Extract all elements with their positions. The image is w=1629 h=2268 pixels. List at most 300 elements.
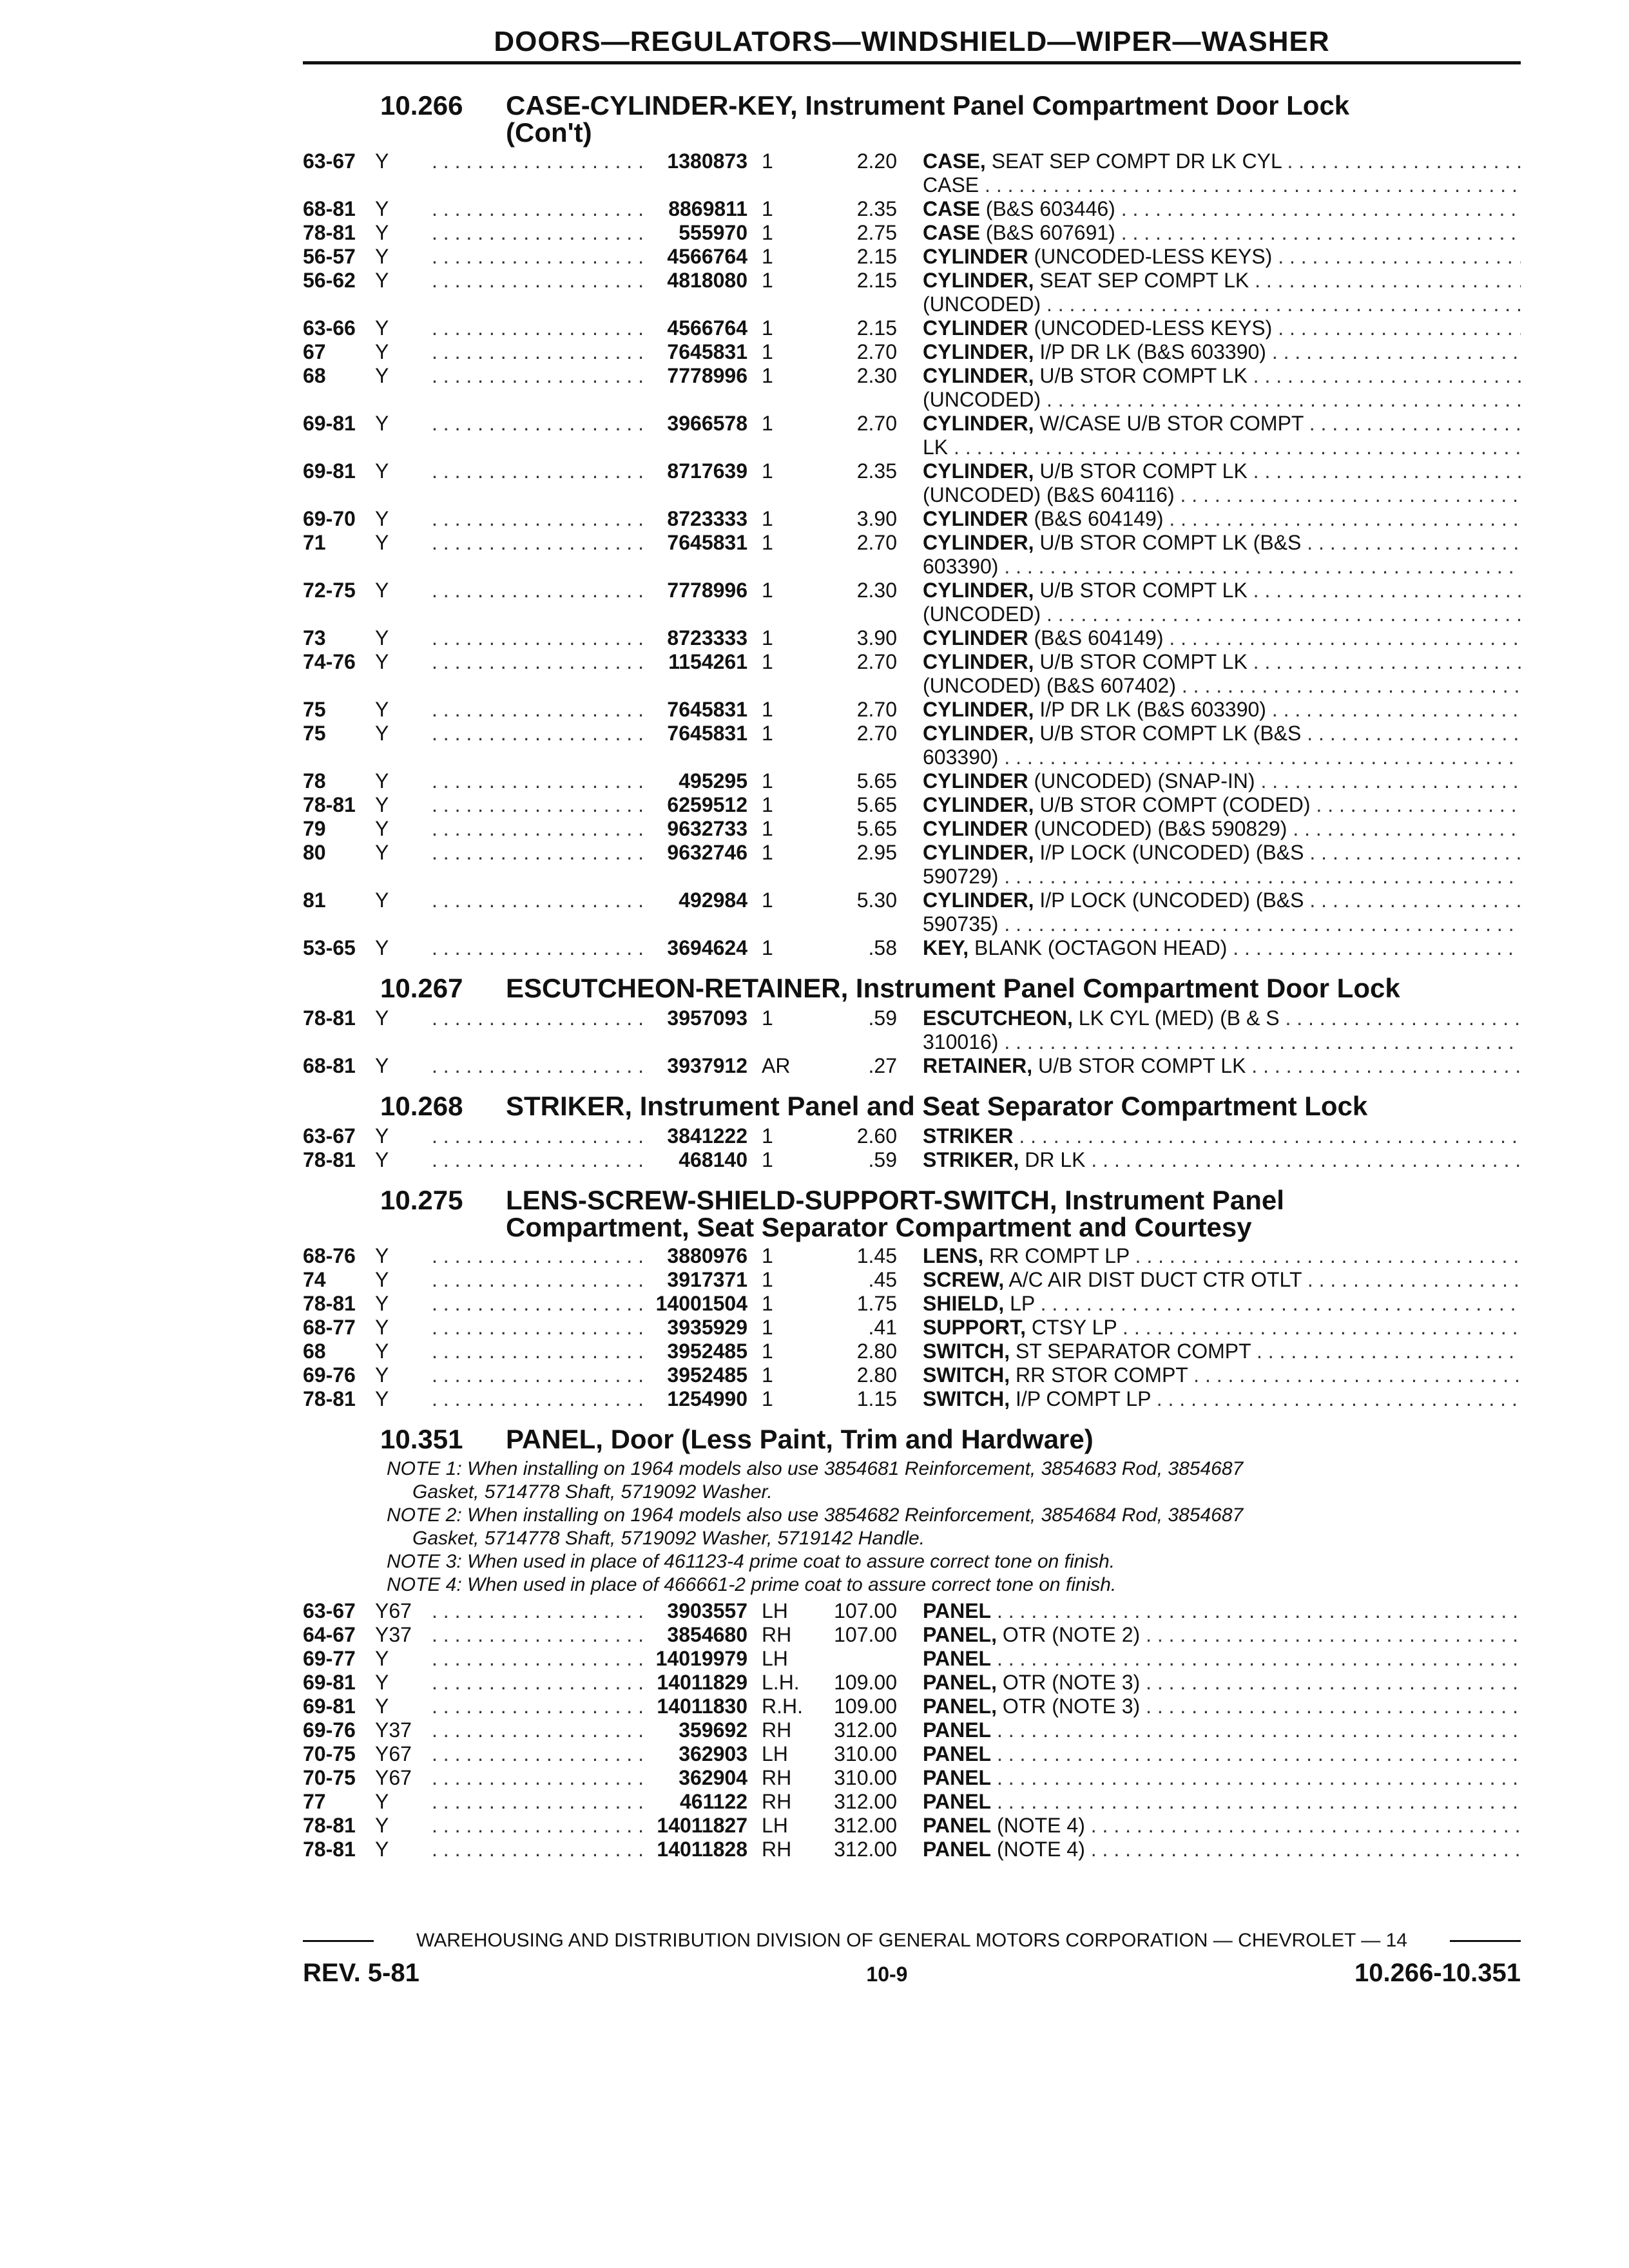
dot-leader: [432, 1316, 651, 1340]
list-price: 312.00: [834, 1814, 897, 1837]
footer-bottom: [303, 1959, 1521, 1988]
model-years: 68-77: [303, 1316, 356, 1339]
description-keyword: CYLINDER,: [923, 531, 1034, 554]
model-years: 78-81: [303, 221, 356, 244]
section-title: [506, 1186, 1521, 1215]
description-text: OTR (NOTE 3): [1002, 1695, 1141, 1718]
table-row: [303, 1054, 1521, 1078]
quantity: 1: [762, 245, 773, 268]
part-description: [897, 340, 1521, 364]
description-line: [923, 221, 1521, 245]
description-text: U/B STOR COMPT LK: [1039, 459, 1248, 483]
description-line: [923, 340, 1521, 364]
description-line: [923, 1054, 1521, 1078]
description-line: [923, 269, 1521, 293]
description-text: U/B STOR COMPT LK (B&S: [1039, 531, 1302, 554]
part-number: 3952485: [667, 1363, 747, 1387]
part-number: 14011829: [657, 1671, 747, 1694]
description-line: [923, 459, 1521, 483]
list-price: .59: [868, 1148, 897, 1171]
description-line: [923, 722, 1521, 745]
body-style: Y: [375, 889, 389, 912]
dot-leader: [432, 936, 651, 960]
body-style: Y: [375, 626, 389, 649]
part-number: 359692: [679, 1718, 747, 1742]
section-title-line: [303, 1425, 1521, 1454]
part-number: 495295: [679, 769, 747, 793]
quantity: LH: [762, 1647, 788, 1670]
table-row: [303, 1647, 1521, 1671]
description-keyword: PANEL,: [923, 1671, 997, 1694]
table-row: [303, 340, 1521, 364]
part-number: 555970: [679, 221, 747, 244]
body-style: Y: [375, 722, 389, 745]
description-keyword: PANEL: [923, 1599, 992, 1622]
description-text: I/P DR LK (B&S 603390): [1039, 340, 1266, 363]
part-description: [897, 793, 1521, 817]
model-years: 75: [303, 722, 326, 745]
description-line: [923, 626, 1521, 650]
model-years: 53-65: [303, 936, 356, 959]
table-row: [303, 722, 1521, 769]
body-style: Y67: [375, 1599, 412, 1622]
table-row: [303, 1790, 1521, 1814]
description-keyword: PANEL: [923, 1766, 992, 1789]
part-description: [897, 1814, 1521, 1838]
list-price: 310.00: [834, 1766, 897, 1789]
dot-leader: [432, 245, 651, 269]
dot-leader: [432, 1054, 651, 1078]
list-price: 5.65: [856, 817, 897, 840]
section-title: [506, 1092, 1521, 1120]
quantity: 1: [762, 650, 773, 673]
quantity: 1: [762, 1148, 773, 1171]
part-description: [897, 889, 1521, 936]
section-heading: [303, 1186, 1521, 1240]
part-description: [897, 1268, 1521, 1292]
list-price: 2.30: [856, 579, 897, 602]
model-years: 63-67: [303, 1599, 356, 1622]
table-row: [303, 1718, 1521, 1742]
part-description: [897, 1766, 1521, 1790]
part-description: [897, 1006, 1521, 1054]
description-line: [923, 1695, 1521, 1718]
description-keyword: CYLINDER,: [923, 459, 1034, 483]
description-line: [923, 1316, 1521, 1340]
description-keyword: CYLINDER,: [923, 650, 1034, 673]
description-keyword: CYLINDER,: [923, 889, 1034, 912]
description-keyword: CYLINDER,: [923, 793, 1034, 816]
body-style: Y: [375, 364, 389, 387]
note-line-continued: Gasket, 5714778 Shaft, 5719092 Washer, 5719142 Handle.: [412, 1528, 925, 1549]
part-description: [897, 817, 1521, 841]
page-header-title: DOORS—REGULATORS—WINDSHIELD—WIPER—WASHER: [494, 26, 1330, 57]
list-price: 2.15: [856, 245, 897, 268]
description-text: DR LK: [1025, 1148, 1086, 1171]
part-description: [897, 1340, 1521, 1363]
table-row: [303, 841, 1521, 889]
list-price: 2.60: [856, 1124, 897, 1148]
part-description: [897, 626, 1521, 650]
quantity: AR: [762, 1054, 791, 1077]
quantity: 1: [762, 889, 773, 912]
description-keyword: CYLINDER,: [923, 841, 1034, 864]
list-price: 107.00: [834, 1599, 897, 1622]
description-keyword: PANEL: [923, 1814, 992, 1837]
list-price: 2.20: [856, 149, 897, 173]
quantity: 1: [762, 531, 773, 554]
description-line: [923, 1292, 1521, 1316]
description-line: [923, 1244, 1521, 1268]
model-years: 78-81: [303, 1838, 356, 1861]
model-years: 75: [303, 698, 326, 721]
description-keyword: STRIKER: [923, 1124, 1014, 1148]
description-continued: 310016) . . .: [923, 1030, 1521, 1054]
table-row: [303, 1340, 1521, 1363]
quantity: 1: [762, 1244, 773, 1267]
model-years: 77: [303, 1790, 326, 1813]
part-description: [897, 1054, 1521, 1078]
part-number: 9632733: [667, 817, 747, 840]
list-price: 2.80: [856, 1363, 897, 1387]
quantity: 1: [762, 793, 773, 816]
quantity: 1: [762, 269, 773, 292]
description-continued: 590729) . . .: [923, 865, 1521, 889]
table-row: [303, 459, 1521, 507]
description-keyword: PANEL,: [923, 1695, 997, 1718]
dot-leader: [432, 1340, 651, 1363]
description-text: (UNCODED-LESS KEYS): [1034, 316, 1273, 340]
description-keyword: CASE: [923, 221, 980, 244]
part-number: 3957093: [667, 1006, 747, 1030]
body-style: Y67: [375, 1742, 412, 1765]
dot-leader: [432, 1268, 651, 1292]
description-line: [923, 1742, 1521, 1766]
section-heading: [303, 974, 1521, 1003]
list-price: 5.65: [856, 793, 897, 816]
description-text: (B&S 607691): [985, 221, 1115, 244]
model-years: 79: [303, 817, 326, 840]
list-price: 310.00: [834, 1742, 897, 1765]
description-keyword: PANEL: [923, 1718, 992, 1742]
description-line: [923, 889, 1521, 912]
section-number: 10.351: [380, 1424, 463, 1454]
dot-leader: [432, 817, 651, 841]
dot-leader: [432, 889, 651, 936]
table-row: [303, 1599, 1521, 1623]
description-continued: 603390) . . .: [923, 745, 1521, 769]
section-title-line: [303, 974, 1521, 1003]
quantity: 1: [762, 936, 773, 959]
part-description: [897, 245, 1521, 269]
part-description: [897, 1363, 1521, 1387]
list-price: [813, 1647, 897, 1671]
table-row: [303, 507, 1521, 531]
description-text: RR COMPT LP: [989, 1244, 1130, 1267]
dot-leader: [432, 1790, 651, 1814]
description-text: (UNCODED-LESS KEYS): [1034, 245, 1273, 268]
body-style: Y: [375, 1006, 389, 1030]
list-price: 2.35: [856, 459, 897, 483]
body-style: Y: [375, 149, 389, 173]
description-keyword: CYLINDER: [923, 769, 1028, 793]
part-number: 3966578: [667, 412, 747, 435]
description-line: [923, 316, 1521, 340]
section-title: [506, 974, 1521, 1003]
model-years: 69-81: [303, 1695, 356, 1718]
table-row: [303, 1766, 1521, 1790]
description-continued: LK . . .: [923, 436, 1521, 459]
revision-label: REV. 5-81: [303, 1959, 419, 1987]
description-keyword: SUPPORT,: [923, 1316, 1027, 1339]
body-style: Y: [375, 1814, 389, 1837]
list-price: 2.70: [856, 722, 897, 745]
part-description: [897, 722, 1521, 769]
dot-leader: [432, 650, 651, 698]
section-title-continued: Compartment, Seat Separator Compartment and Courtesy: [506, 1212, 1252, 1242]
model-years: 78-81: [303, 1006, 356, 1030]
part-number: 3917371: [667, 1268, 747, 1291]
part-number: 3841222: [667, 1124, 747, 1148]
description-text: U/B STOR COMPT LK: [1039, 579, 1248, 602]
quantity: 1: [762, 340, 773, 363]
quantity: RH: [762, 1623, 792, 1646]
quantity: 1: [762, 1268, 773, 1291]
note-line: NOTE 1: When installing on 1964 models also use 3854681 Reinforcement, 3854683 Rod, 3854687: [387, 1458, 1244, 1479]
dot-leader: [432, 841, 651, 889]
list-price: .41: [868, 1316, 897, 1339]
description-line: [923, 769, 1521, 793]
part-description: [897, 1623, 1521, 1647]
table-row: [303, 579, 1521, 626]
dot-leader: [432, 1623, 651, 1647]
description-continued: CASE . . .: [923, 173, 1521, 197]
quantity: LH: [762, 1742, 788, 1765]
description-keyword: CYLINDER,: [923, 698, 1034, 721]
description-continued: (UNCODED) . . .: [923, 602, 1521, 626]
dot-leader: [432, 1292, 651, 1316]
body-style: Y: [375, 769, 389, 793]
dot-leader: [432, 269, 651, 316]
table-row: [303, 149, 1521, 197]
list-price: 1.45: [856, 1244, 897, 1267]
quantity: 1: [762, 197, 773, 220]
list-price: 2.70: [856, 531, 897, 554]
dot-leader: [432, 1244, 651, 1268]
section-title-bold: PANEL,: [506, 1424, 603, 1454]
quantity: 1: [762, 1292, 773, 1315]
quantity: R.H.: [762, 1695, 803, 1718]
dot-leader: [432, 459, 651, 507]
part-description: [897, 459, 1521, 507]
dot-leader: [432, 1387, 651, 1411]
description-keyword: PANEL: [923, 1647, 992, 1670]
body-style: Y37: [375, 1718, 412, 1742]
dot-leader: [432, 531, 651, 579]
quantity: 1: [762, 1124, 773, 1148]
quantity: 1: [762, 1316, 773, 1339]
part-number: 461122: [679, 1790, 747, 1813]
model-years: 70-75: [303, 1742, 356, 1765]
table-row: [303, 221, 1521, 245]
body-style: Y: [375, 1695, 389, 1718]
model-years: 78-81: [303, 793, 356, 816]
dot-leader: [432, 793, 651, 817]
table-row: [303, 197, 1521, 221]
description-keyword: CYLINDER: [923, 626, 1028, 649]
body-style: Y: [375, 1316, 389, 1339]
quantity: 1: [762, 769, 773, 793]
part-number: 8723333: [667, 626, 747, 649]
footer-rule-right: [1450, 1940, 1521, 1942]
dot-leader: [432, 507, 651, 531]
description-line: [923, 1838, 1521, 1861]
description-keyword: CYLINDER,: [923, 340, 1034, 363]
dot-leader: [432, 722, 651, 769]
description-line: [923, 1387, 1521, 1411]
part-description: [897, 1316, 1521, 1340]
description-continued: (UNCODED) . . .: [923, 293, 1521, 316]
list-price: 2.15: [856, 269, 897, 292]
list-price: 3.90: [856, 507, 897, 530]
dot-leader: [432, 1124, 651, 1148]
description-line: [923, 1268, 1521, 1292]
quantity: 1: [762, 1387, 773, 1410]
list-price: 1.75: [856, 1292, 897, 1315]
body-style: Y: [375, 579, 389, 602]
description-text: I/P COMPT LP: [1015, 1387, 1151, 1410]
part-number: 4566764: [667, 245, 747, 268]
description-keyword: CASE: [923, 197, 980, 220]
section-range: 10.266-10.351: [1354, 1959, 1521, 1987]
body-style: Y: [375, 1054, 389, 1077]
quantity: 1: [762, 1340, 773, 1363]
parts-listing: [303, 77, 1521, 1861]
body-style: Y: [375, 1790, 389, 1813]
section-title-line: [303, 1186, 1521, 1215]
part-description: [897, 1292, 1521, 1316]
description-text: (UNCODED) (SNAP-IN): [1034, 769, 1255, 793]
dot-leader: [432, 1838, 651, 1861]
body-style: Y: [375, 269, 389, 292]
body-style: Y: [375, 1363, 389, 1387]
dot-leader: [432, 579, 651, 626]
description-keyword: PANEL: [923, 1742, 992, 1765]
table-row: [303, 650, 1521, 698]
description-keyword: RETAINER,: [923, 1054, 1033, 1077]
section-title-bold: LENS-SCREW-SHIELD-SUPPORT-SWITCH,: [506, 1185, 1057, 1215]
list-price: 2.30: [856, 364, 897, 387]
dot-leader: [432, 316, 651, 340]
description-text: LK CYL (MED) (B & S: [1078, 1006, 1280, 1030]
model-years: 74: [303, 1268, 326, 1291]
section-title-bold: ESCUTCHEON-RETAINER,: [506, 973, 849, 1003]
dot-leader: [432, 1742, 651, 1766]
part-number: 468140: [679, 1148, 747, 1171]
description-keyword: LENS,: [923, 1244, 984, 1267]
body-style: Y: [375, 1244, 389, 1267]
quantity: RH: [762, 1718, 792, 1742]
model-years: 69-81: [303, 459, 356, 483]
table-row: [303, 245, 1521, 269]
description-keyword: STRIKER,: [923, 1148, 1019, 1171]
description-line: [923, 841, 1521, 865]
description-line: [923, 364, 1521, 388]
table-row: [303, 1363, 1521, 1387]
part-number: 4818080: [667, 269, 747, 292]
model-years: 63-67: [303, 1124, 356, 1148]
description-text: RR STOR COMPT: [1015, 1363, 1188, 1387]
quantity: RH: [762, 1790, 792, 1813]
list-price: 2.95: [856, 841, 897, 864]
description-keyword: SWITCH,: [923, 1363, 1010, 1387]
body-style: Y: [375, 1647, 389, 1670]
note-line: NOTE 4: When used in place of 466661-2 prime coat to assure correct tone on finish.: [387, 1574, 1117, 1595]
section-title-rest: Instrument Panel and Seat Separator Compartment Lock: [639, 1091, 1368, 1121]
part-description: [897, 1790, 1521, 1814]
model-years: 56-57: [303, 245, 356, 268]
part-number: 7645831: [667, 531, 747, 554]
list-price: 2.70: [856, 650, 897, 673]
quantity: RH: [762, 1766, 792, 1789]
list-price: 2.70: [856, 412, 897, 435]
description-line: [923, 1766, 1521, 1790]
description-text: (B&S 604149): [1034, 507, 1164, 530]
description-line: [923, 1006, 1521, 1030]
part-description: [897, 1148, 1521, 1172]
part-number: 362903: [679, 1742, 747, 1765]
model-years: 56-62: [303, 269, 356, 292]
list-price: 312.00: [834, 1790, 897, 1813]
section-number: 10.266: [380, 90, 463, 120]
body-style: Y: [375, 459, 389, 483]
part-number: 1154261: [668, 650, 747, 673]
section-title-rest: Door (Less Paint, Trim and Hardware): [610, 1424, 1094, 1454]
description-text: SEAT SEP COMPT DR LK CYL: [991, 149, 1282, 173]
description-line: [923, 531, 1521, 555]
table-row: [303, 1695, 1521, 1718]
model-years: 68-76: [303, 1244, 356, 1267]
list-price: .59: [868, 1006, 897, 1030]
description-text: I/P DR LK (B&S 603390): [1039, 698, 1266, 721]
description-text: (UNCODED) (B&S 590829): [1034, 817, 1287, 840]
list-price: .27: [868, 1054, 897, 1077]
description-text: BLANK (OCTAGON HEAD): [974, 936, 1228, 959]
description-text: (NOTE 4): [996, 1814, 1085, 1837]
section-title-continued: (Con't): [506, 117, 592, 148]
description-line: [923, 1599, 1521, 1623]
dot-leader: [432, 1647, 651, 1671]
table-row: [303, 1292, 1521, 1316]
model-years: 69-81: [303, 412, 356, 435]
body-style: Y67: [375, 1766, 412, 1789]
note-line-continued: Gasket, 5714778 Shaft, 5719092 Washer.: [412, 1481, 773, 1503]
dot-leader: [432, 1718, 651, 1742]
body-style: Y: [375, 1292, 389, 1315]
table-row: [303, 1006, 1521, 1054]
section-title-line: [303, 91, 1521, 120]
section-title-bold: CASE-CYLINDER-KEY,: [506, 90, 798, 120]
description-text: (B&S 604149): [1034, 626, 1164, 649]
part-number: 14019979: [655, 1647, 747, 1670]
part-description: [897, 507, 1521, 531]
part-number: 8717639: [667, 459, 747, 483]
dot-leader: [432, 1695, 651, 1718]
model-years: 68: [303, 364, 326, 387]
description-line: [923, 245, 1521, 269]
description-line: [923, 1671, 1521, 1695]
quantity: 1: [762, 698, 773, 721]
